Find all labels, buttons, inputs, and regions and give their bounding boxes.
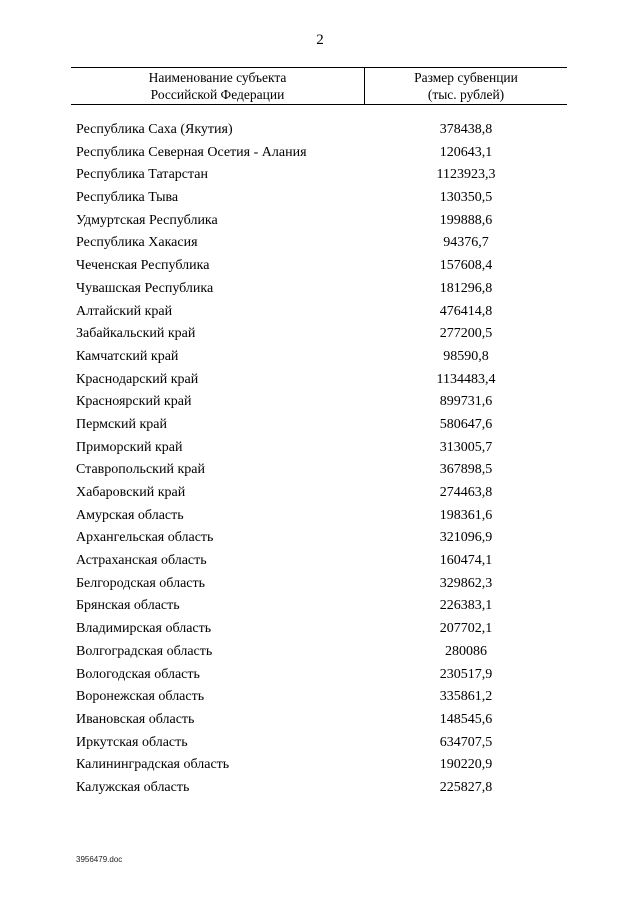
column-header-amount-line1: Размер субвенции	[414, 70, 518, 85]
table-row	[0, 121, 640, 144]
subject-name: Чувашская Республика	[76, 280, 214, 296]
subvention-amount: 181296,8	[439, 280, 493, 296]
table-row	[0, 597, 640, 620]
column-header-subject-name-line2: Российской Федерации	[150, 87, 285, 102]
table-body	[0, 121, 640, 802]
subject-name: Астраханская область	[76, 553, 207, 569]
subvention-amount: 1134483,4	[436, 371, 496, 387]
table-row	[0, 257, 640, 280]
subvention-amount: 367898,5	[439, 462, 493, 478]
column-header-amount-line2: (тыс. рублей)	[427, 87, 505, 102]
subvention-amount: 580647,6	[439, 416, 493, 432]
subvention-amount: 199888,6	[439, 212, 493, 228]
table-row	[0, 303, 640, 326]
subvention-amount: 98590,8	[443, 348, 489, 364]
page-number: 2	[316, 32, 324, 48]
subject-name: Архангельская область	[76, 530, 214, 546]
subject-name: Краснодарский край	[76, 371, 199, 387]
table-row	[0, 234, 640, 257]
column-header-subject-name-line1: Наименование субъекта	[148, 70, 287, 85]
table-row	[0, 688, 640, 711]
subject-name: Ивановская область	[76, 711, 195, 727]
subject-name: Республика Татарстан	[76, 167, 209, 183]
subject-name: Калужская область	[76, 779, 190, 795]
table-row	[0, 507, 640, 530]
subject-name: Красноярский край	[76, 394, 192, 410]
subvention-amount: 198361,6	[439, 507, 493, 523]
subvention-amount: 313005,7	[439, 439, 493, 455]
subject-name: Удмуртская Республика	[76, 212, 218, 228]
subvention-amount: 160474,1	[439, 553, 493, 569]
subject-name: Камчатский край	[76, 348, 179, 364]
subvention-amount: 207702,1	[439, 621, 493, 637]
subvention-amount: 225827,8	[439, 779, 493, 795]
subvention-amount: 130350,5	[439, 190, 493, 206]
table-row	[0, 166, 640, 189]
table-row	[0, 189, 640, 212]
subject-name: Владимирская область	[76, 621, 212, 637]
table-row	[0, 529, 640, 552]
subject-name: Республика Северная Осетия - Алания	[76, 144, 307, 160]
table-row	[0, 348, 640, 371]
table-row	[0, 575, 640, 598]
table-row	[0, 643, 640, 666]
subvention-amount: 899731,6	[439, 394, 493, 410]
subject-name: Забайкальский край	[76, 326, 196, 342]
subject-name: Брянская область	[76, 598, 180, 614]
subject-name: Хабаровский край	[76, 485, 186, 500]
subject-name: Вологодская область	[76, 666, 200, 682]
subvention-amount: 476414,8	[439, 303, 493, 319]
table-row	[0, 461, 640, 484]
subject-name: Республика Хакасия	[76, 235, 198, 251]
subvention-amount: 335861,2	[439, 689, 493, 705]
column-header-subvention-amount	[365, 68, 567, 104]
table-row	[0, 484, 640, 507]
subject-name: Чеченская Республика	[76, 258, 210, 274]
table-row	[0, 393, 640, 416]
table-row	[0, 439, 640, 462]
subject-name: Республика Саха (Якутия)	[76, 122, 233, 137]
table-row	[0, 734, 640, 757]
subject-name: Республика Тыва	[76, 190, 179, 206]
subject-name: Пермский край	[76, 416, 167, 432]
subject-name: Воронежская область	[76, 689, 205, 705]
subvention-amount: 94376,7	[443, 235, 489, 251]
subvention-amount: 329862,3	[439, 575, 493, 591]
subject-name: Ставропольский край	[76, 462, 205, 478]
subvention-amount: 120643,1	[439, 144, 493, 160]
table-header	[71, 67, 567, 105]
column-header-subject-name	[71, 68, 365, 104]
table-row	[0, 552, 640, 575]
subvention-amount: 190220,9	[439, 757, 493, 773]
table-row	[0, 280, 640, 303]
table-row	[0, 756, 640, 779]
table-row	[0, 620, 640, 643]
subject-name: Калининградская область	[76, 757, 230, 773]
table-row	[0, 325, 640, 348]
subvention-amount: 1123923,3	[436, 167, 496, 183]
subvention-amount: 280086	[445, 643, 487, 659]
subject-name: Амурская область	[76, 507, 184, 523]
subvention-amount: 277200,5	[439, 326, 493, 342]
table-row	[0, 666, 640, 689]
table-row	[0, 144, 640, 167]
subject-name: Алтайский край	[76, 303, 173, 319]
subvention-amount: 157608,4	[439, 258, 493, 274]
subvention-amount: 148545,6	[439, 711, 493, 727]
subject-name: Волгоградская область	[76, 643, 213, 659]
subject-name: Приморский край	[76, 439, 183, 455]
table-row	[0, 779, 640, 802]
subject-name: Белгородская область	[76, 575, 206, 591]
subvention-amount: 226383,1	[439, 598, 493, 614]
table-row	[0, 371, 640, 394]
subvention-amount: 274463,8	[439, 485, 493, 500]
subvention-amount: 321096,9	[439, 530, 493, 546]
subvention-amount: 230517,9	[439, 666, 493, 682]
document-id: 3956479.doc	[76, 855, 123, 864]
table-row	[0, 416, 640, 439]
subvention-amount: 634707,5	[439, 734, 493, 750]
subvention-amount: 378438,8	[439, 122, 493, 137]
subject-name: Иркутская область	[76, 734, 188, 750]
table-row	[0, 212, 640, 235]
table-row	[0, 711, 640, 734]
